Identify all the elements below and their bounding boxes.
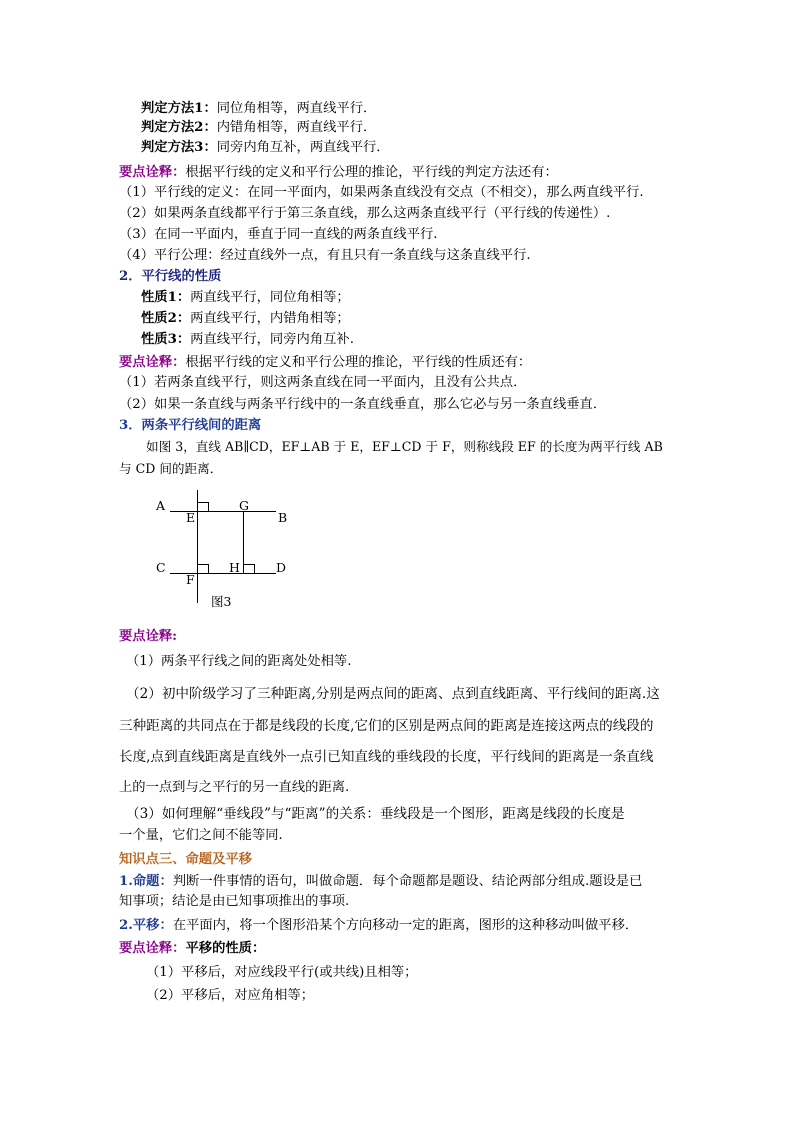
proposition-line-2: 知事项；结论是由已知事项推出的事项. [119,894,350,909]
distance-line: 长度,点到直线距离是直线外一点引已知直线的垂线段的长度，平行线间的距离是一条直线 [119,749,654,765]
note2-label: 要点诠释： [119,355,186,370]
label-d: D [276,560,287,575]
proposition-label: 1.命题： [119,874,173,889]
right-angle-f [198,565,209,574]
knowledge-point-3-heading: 知识点三、命题及平移 [119,852,252,867]
translation-label: 2.平移： [119,918,173,933]
section3-line-1: 如图 3，直线 AB∥CD，EF⊥AB 于 E，EF⊥CD 于 F，则称线段 EF 的长度为两平行线 AB [146,439,663,454]
section2-heading: 2．平行线的性质 [119,269,222,284]
label-e: E [186,510,196,525]
method3-text: 同旁内角互补，两直线平行． [216,140,390,155]
prop2-label: 性质2： [141,311,191,326]
method3-label: 判定方法3： [141,140,217,155]
section3-line-2: 与 CD 间的距离． [119,461,223,476]
judge-item: （1）平行线的定义：在同一平面内，如果两条直线没有交点（不相交），那么两直线平行. [119,185,644,200]
distance-line: （3）如何理解“垂线段”与“距离”的关系：垂线段是一个图形，距离是线段的长度是 [126,806,625,822]
method1-label: 判定方法1： [141,101,217,116]
distance-line: 上的一点到与之平行的另一直线的距离. [119,780,350,795]
note2-text: 根据平行线的定义和平行公理的推论，平行线的性质还有： [185,355,532,370]
proposition-text-1: 判断一件事情的语句，叫做命题．每个命题都是题设、结论两部分组成.题设是已 [172,874,643,889]
right-angle-h [244,565,255,574]
label-h: H [229,560,240,575]
note1-label: 要点诠释： [119,165,186,180]
note4-label: 要点诠释： [119,941,186,956]
prop-item: （1）若两条直线平行，则这两条直线在同一平面内，且没有公共点． [119,375,527,390]
label-g: G [239,498,249,513]
translation-item: （1）平移后，对应线段平行(或共线)且相等； [146,965,418,980]
translation-property-label: 平移的性质： [185,941,266,956]
prop2-text: 两直线平行，内错角相等； [190,311,350,326]
label-f: F [186,572,195,587]
figure-caption: 图3 [211,594,232,609]
label-a: A [156,498,166,513]
judge-item: （3）在同一平面内，垂直于同一直线的两条直线平行. [119,227,438,242]
distance-line: 三种距离的共同点在于都是线段的长度,它们的区别是两点间的距离是连接这两点的线段的 [119,718,654,734]
distance-line: 一个量，它们之间不能等同. [119,828,283,843]
prop1-label: 性质1： [141,290,191,305]
method1-text: 同位角相等，两直线平行． [216,101,377,116]
right-angle-e [198,503,209,512]
prop3-text: 两直线平行，同旁内角互补. [190,332,354,347]
proposition-line-1 [119,873,642,891]
note1-text: 根据平行线的定义和平行公理的推论，平行线的判定方法还有： [185,165,558,180]
translation-item: （2）平移后，对应角相等； [146,988,315,1003]
prop1-text: 两直线平行，同位角相等； [190,290,350,305]
section3-heading: 3．两条平行线间的距离 [119,418,262,433]
translation-text: 在平面内，将一个图形沿某个方向移动一定的距离，图形的这种移动叫做平移． [172,918,639,933]
distance-line: （1）两条平行线之间的距离处处相等. [126,654,352,669]
method2-text: 内错角相等，两直线平行． [216,120,377,135]
label-b: B [278,510,288,525]
note3-label: 要点诠释: [119,629,178,644]
prop3-label: 性质3： [141,332,191,347]
translation-line [119,917,638,935]
prop-item: （2）如果一条直线与两条平行线中的一条直线垂直，那么它必与另一条直线垂直． [119,397,607,412]
judge-item: （4）平行公理：经过直线外一点，有且只有一条直线与这条直线平行. [119,248,531,263]
judge-item: （2）如果两条直线都平行于第三条直线，那么这两条直线平行（平行线的传递性）. [119,206,611,221]
note4-line [119,940,265,958]
distance-line: （2）初中阶级学习了三种距离,分别是两点间的距离、点到直线距离、平行线间的距离.这 [126,686,660,702]
method2-label: 判定方法2： [141,120,217,135]
label-c: C [156,560,166,575]
